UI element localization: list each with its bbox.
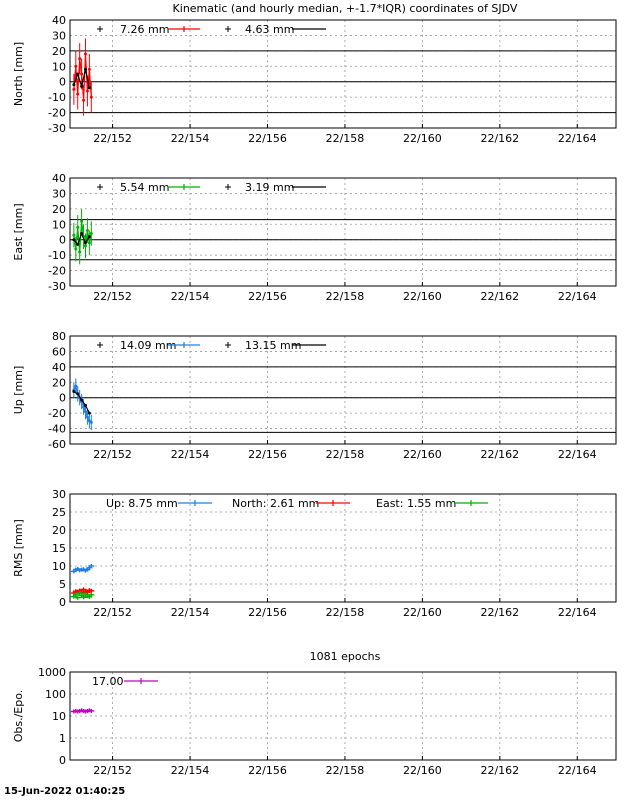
y-tick-label: 60 <box>52 345 66 359</box>
y-tick-label: 0 <box>59 233 66 247</box>
y-tick-label: 0 <box>59 391 66 405</box>
data-point <box>80 85 83 88</box>
y-tick-label: 40 <box>52 172 66 185</box>
x-tick-label: 22/158 <box>325 764 365 777</box>
y-tick-label: 5 <box>59 578 66 591</box>
y-tick-label: 20 <box>52 376 66 390</box>
plot-frame <box>70 20 616 128</box>
data-point <box>80 232 83 235</box>
data-point <box>88 68 91 71</box>
x-tick-label: 22/156 <box>248 764 287 777</box>
x-tick-label: 22/152 <box>93 290 132 303</box>
data-point <box>80 220 83 223</box>
y-tick-label: 80 <box>52 330 66 343</box>
data-point <box>82 99 85 102</box>
data-point <box>76 73 79 76</box>
x-tick-label: 22/164 <box>557 448 597 461</box>
y-tick-label: 20 <box>52 524 66 537</box>
x-tick-label: 22/160 <box>403 290 442 303</box>
x-tick-label: 22/154 <box>170 448 210 461</box>
x-tick-label: 22/156 <box>248 606 287 619</box>
x-tick-label: 22/160 <box>403 132 442 145</box>
legend-label: 5.54 mm <box>120 181 170 194</box>
panel-5 <box>12 650 616 777</box>
data-point <box>76 392 79 395</box>
y-axis-label: Up [mm] <box>12 365 25 415</box>
y-tick-label: -20 <box>48 407 66 421</box>
x-tick-label: 22/154 <box>170 132 210 145</box>
data-point <box>86 416 89 419</box>
y-tick-label: 0 <box>59 754 66 767</box>
plot-frame <box>70 178 616 286</box>
x-tick-label: 22/152 <box>93 764 132 777</box>
data-point <box>80 399 83 402</box>
y-tick-label: 25 <box>52 506 66 519</box>
x-tick-label: 22/154 <box>170 290 210 303</box>
x-tick-label: 22/152 <box>93 132 132 145</box>
y-tick-label: 100 <box>45 688 66 701</box>
data-point <box>84 52 87 55</box>
legend-label: East: 1.55 mm <box>376 497 457 510</box>
y-tick-label: 0 <box>59 596 66 609</box>
y-tick-label: 15 <box>52 542 66 555</box>
x-tick-label: 22/164 <box>557 290 597 303</box>
data-point <box>74 247 77 250</box>
panel-title: 1081 epochs <box>309 650 381 663</box>
data-point <box>78 57 81 60</box>
data-point <box>84 244 87 247</box>
y-tick-label: 10 <box>52 560 66 573</box>
y-tick-label: -20 <box>48 264 66 278</box>
data-point <box>90 96 93 99</box>
data-point <box>72 83 75 86</box>
data-point <box>76 93 79 96</box>
y-axis-label: North [mm] <box>12 41 25 107</box>
data-point <box>76 243 79 246</box>
y-tick-label: -30 <box>48 122 66 135</box>
x-tick-label: 22/158 <box>325 448 365 461</box>
plot-frame <box>70 336 616 444</box>
y-tick-label: 30 <box>52 488 66 501</box>
x-tick-label: 22/162 <box>480 764 520 777</box>
x-tick-label: 22/162 <box>480 448 520 461</box>
x-tick-label: 22/154 <box>170 764 210 777</box>
y-tick-label: 30 <box>52 29 66 43</box>
data-point <box>86 89 89 92</box>
y-tick-label: 1 <box>59 732 66 745</box>
data-point <box>84 241 87 244</box>
y-tick-label: -30 <box>48 280 66 293</box>
y-tick-label: 20 <box>52 44 66 58</box>
x-tick-label: 22/158 <box>325 132 365 145</box>
data-point <box>88 241 91 244</box>
y-tick-label: 10 <box>52 710 66 723</box>
data-point <box>88 235 91 238</box>
data-point <box>80 73 83 76</box>
y-tick-label: -20 <box>48 106 66 120</box>
legend-label: 3.19 mm <box>245 181 295 194</box>
legend-label: North: 2.61 mm <box>232 497 320 510</box>
y-tick-label: -40 <box>48 422 66 436</box>
data-point <box>72 238 75 241</box>
x-tick-label: 22/158 <box>325 606 365 619</box>
x-tick-label: 22/164 <box>557 764 597 777</box>
data-point <box>90 232 93 235</box>
x-tick-label: 22/152 <box>93 606 132 619</box>
chart-title: Kinematic (and hourly median, +-1.7*IQR) coordinates of SJDV <box>172 2 518 15</box>
y-tick-label: 20 <box>52 202 66 216</box>
y-axis-label: Obs./Epo. <box>12 689 25 743</box>
data-point <box>72 390 75 393</box>
y-tick-label: 10 <box>52 60 66 74</box>
data-point <box>72 234 75 237</box>
y-axis-label: RMS [mm] <box>12 519 25 577</box>
panel-1 <box>12 14 616 145</box>
data-point <box>90 421 93 424</box>
x-tick-label: 22/156 <box>248 448 287 461</box>
x-tick-label: 22/160 <box>403 606 442 619</box>
y-tick-label: -10 <box>48 91 66 105</box>
y-tick-label: -60 <box>48 438 66 451</box>
x-tick-label: 22/158 <box>325 290 365 303</box>
y-tick-label: 10 <box>52 218 66 232</box>
legend-label: 4.63 mm <box>245 23 295 36</box>
x-tick-label: 22/156 <box>248 290 287 303</box>
data-point <box>86 229 89 232</box>
data-point <box>76 226 79 229</box>
y-tick-label: 0 <box>59 75 66 89</box>
panel-3 <box>12 330 616 461</box>
legend-label: 14.09 mm <box>120 339 177 352</box>
y-tick-label: 30 <box>52 187 66 201</box>
legend-label: 17.00 <box>92 675 124 688</box>
y-tick-label: -10 <box>48 249 66 263</box>
panel-4 <box>12 488 616 619</box>
panel-2 <box>12 172 616 303</box>
data-point <box>84 404 87 407</box>
x-tick-label: 22/164 <box>557 132 597 145</box>
x-tick-label: 22/160 <box>403 764 442 777</box>
x-tick-label: 22/152 <box>93 448 132 461</box>
data-point <box>84 410 87 413</box>
data-point <box>78 251 81 254</box>
data-point <box>72 88 75 91</box>
legend-label: Up: 8.75 mm <box>106 497 178 510</box>
x-tick-label: 22/156 <box>248 132 287 145</box>
data-point <box>88 86 91 89</box>
x-tick-label: 22/160 <box>403 448 442 461</box>
legend-label: 7.26 mm <box>120 23 170 36</box>
data-point <box>84 68 87 71</box>
y-axis-label: East [mm] <box>12 203 25 261</box>
timestamp-footer: 15-Jun-2022 01:40:25 <box>4 786 126 797</box>
y-tick-label: 1000 <box>38 666 66 679</box>
data-point <box>74 385 77 388</box>
x-tick-label: 22/162 <box>480 290 520 303</box>
data-point <box>74 65 77 68</box>
data-point <box>88 412 91 415</box>
x-tick-label: 22/154 <box>170 606 210 619</box>
y-tick-label: 40 <box>52 14 66 27</box>
x-tick-label: 22/164 <box>557 606 597 619</box>
x-tick-label: 22/162 <box>480 132 520 145</box>
y-tick-label: 40 <box>52 360 66 374</box>
legend-label: 13.15 mm <box>245 339 302 352</box>
x-tick-label: 22/162 <box>480 606 520 619</box>
